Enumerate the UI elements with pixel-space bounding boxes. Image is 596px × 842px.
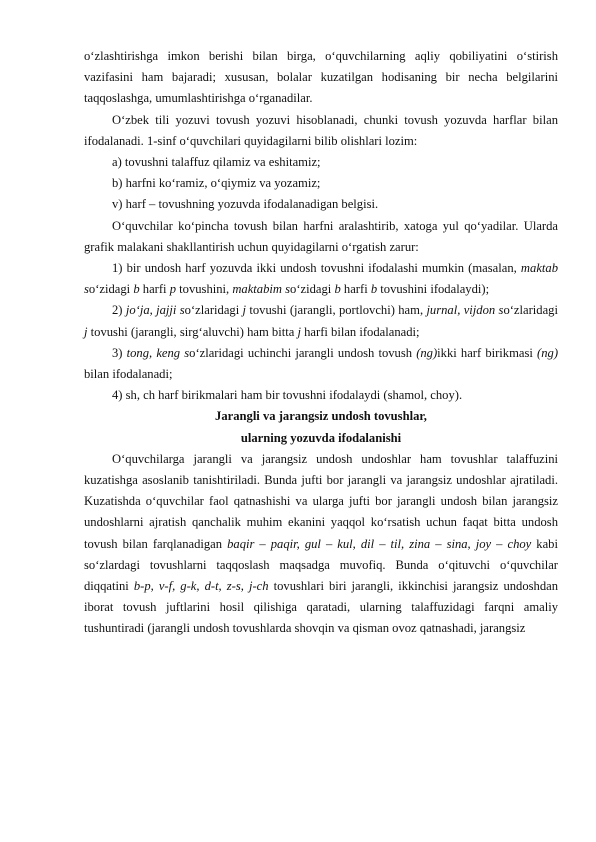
italic-run: b-p, v-f, g-k, d-t, z-s, j-ch <box>133 579 269 594</box>
italic-run: j <box>297 324 301 339</box>
list-item-v: v) harf – tovushning yozuvda ifodalanadigan belgisi. <box>112 197 379 212</box>
text-run: o‘zidagi <box>290 282 335 297</box>
text-run: 2) <box>112 303 126 318</box>
document-page <box>84 46 558 640</box>
text-run: tovushi (jarangli, portlovchi) ham, <box>246 303 427 318</box>
italic-run: b <box>334 282 341 297</box>
italic-run: j <box>242 303 247 318</box>
italic-run: b <box>133 282 140 297</box>
text-run: harfi <box>139 282 170 297</box>
text-run: harfi bilan ifodalanadi; <box>300 324 420 339</box>
italic-run: tong, keng s <box>126 345 190 360</box>
paragraph-1: o‘zlashtirishga imkon berishi bilan birga, o‘quvchilarning aqliy qobiliyatini o‘stirish vazifasini ham bajaradi; xususan, bolalar kuzatilgan hodisaning bir necha belgilarini taqqoslashga, umumlashtirishga o‘rganadilar. <box>84 49 558 106</box>
text-run: 1) bir undosh harf yozuvda ikki undosh tovushni ifodalashi mumkin (masalan, <box>112 261 521 276</box>
italic-run: (ng) <box>416 345 438 360</box>
text-run: tovushlari biri jarangli, ikkinchisi jarangsiz undoshdan iborat tovush juftlarini hosil qilishiga qaratadi, ularning talaffuzidagi farqni amaliy tushuntiradi (jarangli undosh tovushlarda shovqin va qisman ovoz qatnashadi, jarangsiz <box>84 579 559 636</box>
italic-run: jurnal, vijdon s <box>426 303 504 318</box>
text-run: 3) <box>112 345 127 360</box>
text-run: o‘zlaridagi uchinchi jarangli undosh tovush <box>189 345 417 360</box>
italic-run: b <box>370 282 378 297</box>
italic-run: maktabim s <box>232 282 291 297</box>
paragraph-4 <box>84 449 558 640</box>
italic-run: maktab s <box>84 261 558 297</box>
text-run: o‘zlaridagi <box>184 303 243 318</box>
text-run: harfi <box>340 282 371 297</box>
list-item-b: b) harfni ko‘ramiz, o‘qiymiz va yozamiz; <box>112 176 321 191</box>
paragraph-3: O‘quvchilar ko‘pincha tovush bilan harfni aralashtirib, xatoga yul qo‘yadilar. Ularda grafik malakani shakllantirish uchun quyidagilarni o‘rgatish zarur: <box>84 218 558 254</box>
text-run: O‘quvchilarga jarangli va jarangsiz undosh undoshlar ham tovushlar talaffuzini kuzatishga asoslanib tanishtiriladi. Bunda jufti bor jarangli va jarangsiz undoshlar ajratiladi. Kuzatishda o‘quvchilar faol qatnashishi va ularga jufti bor jarangli undosh bilan jarangsiz undoshlarni ajratish qanchalik muhim ekanini yaqqol ko‘rsatish uchun faqat bitta undosh tovush bilan farqlanadigan <box>84 451 558 551</box>
section-heading-line-2: ularning yozuvda ifodalanishi <box>240 430 402 445</box>
text-run: bilan ifodalanadi; <box>84 367 173 382</box>
italic-run: j <box>84 324 88 339</box>
rule-3 <box>84 343 558 385</box>
list-item-a: a) tovushni talaffuz qilamiz va eshitamiz; <box>112 155 321 170</box>
italic-run: (ng) <box>537 345 559 360</box>
text-run: tovushi (jarangli, sirg‘aluvchi) ham bitta <box>87 324 298 339</box>
rule-2 <box>84 300 558 342</box>
text-run: tovushini, <box>176 282 233 297</box>
text-run: kabi so‘zlardagi tovushlarni taqqoslash maqsadga muvofiq. Bunda o‘qituvchi o‘quvchilar diqqatini <box>84 536 558 594</box>
rule-1 <box>84 258 558 300</box>
text-run: tovushini ifodalaydi); <box>377 282 490 297</box>
section-heading-line-1: Jarangli va jarangsiz undosh tovushlar, <box>215 409 427 424</box>
italic-run: p <box>169 282 176 297</box>
text-run: o‘zidagi <box>88 282 134 297</box>
italic-run: jo‘ja, jajji s <box>125 303 185 318</box>
italic-run: baqir – paqir, gul – kul, dil – til, zina – sina, joy – choy <box>227 536 532 551</box>
paragraph-2: O‘zbek tili yozuvi tovush yozuvi hisoblanadi, chunki tovush yozuvda harflar bilan ifodalanadi. 1-sinf o‘quvchilari quyidagilarni bilib olishlari lozim: <box>84 112 558 148</box>
text-run: ikki harf birikmasi <box>437 345 538 360</box>
rule-4: 4) sh, ch harf birikmalari ham bir tovushni ifodalaydi (shamol, choy). <box>112 388 463 403</box>
text-run: o‘zlaridagi <box>503 303 558 318</box>
